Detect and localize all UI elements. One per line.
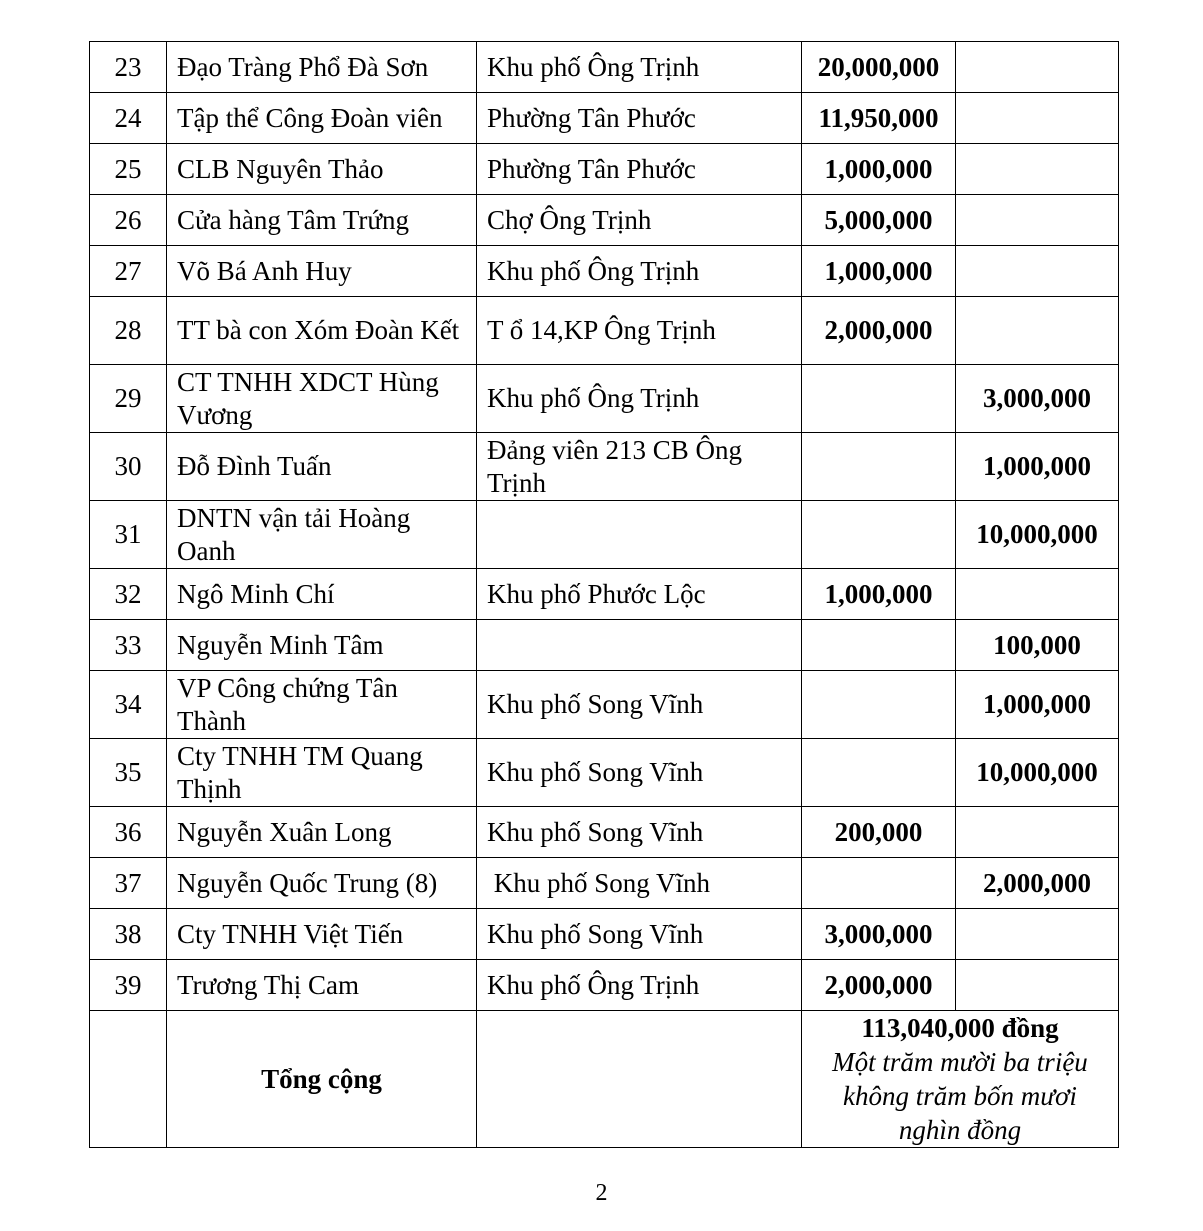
donor-name: Tập thể Công Đoàn viên [167,93,477,144]
page-number: 2 [595,1180,608,1206]
amount-col-b: 100,000 [956,620,1119,671]
amount-col-a: 2,000,000 [802,297,956,365]
donor-address: Khu phố Phước Lộc [477,569,802,620]
amount-col-a: 3,000,000 [802,909,956,960]
table-row [90,93,1119,144]
donor-name: Cty TNHH TM Quang Thịnh [167,739,477,807]
row-number: 29 [90,365,167,433]
donor-name: Ngô Minh Chí [167,569,477,620]
row-number: 35 [90,739,167,807]
amount-col-a: 1,000,000 [802,144,956,195]
donor-address: T ổ 14,KP Ông Trịnh [477,297,802,365]
row-number: 39 [90,960,167,1011]
donor-address: Phường Tân Phước [477,144,802,195]
table-row [90,297,1119,365]
amount-col-a: 200,000 [802,807,956,858]
table-row [90,501,1119,569]
row-number: 27 [90,246,167,297]
amount-col-b: 1,000,000 [956,433,1119,501]
table-row [90,144,1119,195]
amount-col-b [956,246,1119,297]
row-number: 30 [90,433,167,501]
donor-address: Khu phố Ông Trịnh [477,42,802,93]
amount-col-a: 5,000,000 [802,195,956,246]
amount-col-a [802,739,956,807]
row-number: 32 [90,569,167,620]
total-in-words: Một trăm mười ba triệu không trăm bốn mươi nghìn đồng [832,1047,1088,1145]
table-row [90,620,1119,671]
row-number: 34 [90,671,167,739]
amount-col-b [956,144,1119,195]
amount-col-a: 11,950,000 [802,93,956,144]
donor-name: DNTN vận tải Hoàng Oanh [167,501,477,569]
donor-address: Khu phố Ông Trịnh [477,960,802,1011]
donor-address: Khu phố Song Vĩnh [477,858,802,909]
amount-col-b [956,297,1119,365]
amount-col-a [802,433,956,501]
table-row [90,569,1119,620]
table-row [90,807,1119,858]
donor-address [477,501,802,569]
row-number: 33 [90,620,167,671]
donor-address: Khu phố Ông Trịnh [477,365,802,433]
donor-name: TT bà con Xóm Đoàn Kết [167,297,477,365]
donor-address: Khu phố Song Vĩnh [477,739,802,807]
total-amount-cell [802,1011,1119,1148]
amount-col-a [802,858,956,909]
row-number: 31 [90,501,167,569]
amount-col-b [956,195,1119,246]
total-empty-address [477,1011,802,1148]
amount-col-a [802,365,956,433]
donor-address: Khu phố Ông Trịnh [477,246,802,297]
table-row [90,909,1119,960]
amount-col-b: 3,000,000 [956,365,1119,433]
donor-address: Khu phố Song Vĩnh [477,807,802,858]
row-number: 28 [90,297,167,365]
table-row [90,739,1119,807]
donor-name: Nguyễn Quốc Trung (8) [167,858,477,909]
total-value: 113,040,000 đồng [861,1013,1059,1043]
amount-col-b [956,42,1119,93]
amount-col-b [956,807,1119,858]
amount-col-b [956,93,1119,144]
amount-col-b: 10,000,000 [956,739,1119,807]
donor-name: Đạo Tràng Phổ Đà Sơn [167,42,477,93]
total-empty-number [90,1011,167,1148]
donor-name: Võ Bá Anh Huy [167,246,477,297]
amount-col-a: 2,000,000 [802,960,956,1011]
table-row [90,960,1119,1011]
donor-address: Đảng viên 213 CB Ông Trịnh [477,433,802,501]
row-number: 36 [90,807,167,858]
amount-col-b: 2,000,000 [956,858,1119,909]
donor-address: Khu phố Song Vĩnh [477,671,802,739]
donation-table [89,41,1119,1148]
row-number: 23 [90,42,167,93]
donor-name: CT TNHH XDCT Hùng Vương [167,365,477,433]
table-row [90,671,1119,739]
donor-name: Đỗ Đình Tuấn [167,433,477,501]
donor-address: Khu phố Song Vĩnh [477,909,802,960]
donor-name: Cửa hàng Tâm Trứng [167,195,477,246]
row-number: 37 [90,858,167,909]
row-number: 25 [90,144,167,195]
donor-name: Trương Thị Cam [167,960,477,1011]
donor-name: CLB Nguyên Thảo [167,144,477,195]
amount-col-a: 20,000,000 [802,42,956,93]
table-row [90,246,1119,297]
row-number: 24 [90,93,167,144]
amount-col-b [956,909,1119,960]
amount-col-b [956,569,1119,620]
table-row [90,433,1119,501]
donor-name: Nguyễn Xuân Long [167,807,477,858]
amount-col-b [956,960,1119,1011]
table-row [90,195,1119,246]
donor-address: Chợ Ông Trịnh [477,195,802,246]
row-number: 38 [90,909,167,960]
table-row [90,858,1119,909]
amount-col-a [802,620,956,671]
amount-col-a [802,501,956,569]
donor-address [477,620,802,671]
donor-name: Cty TNHH Việt Tiến [167,909,477,960]
table-row [90,365,1119,433]
amount-col-a: 1,000,000 [802,246,956,297]
amount-col-a: 1,000,000 [802,569,956,620]
amount-col-a [802,671,956,739]
amount-col-b: 1,000,000 [956,671,1119,739]
row-number: 26 [90,195,167,246]
amount-col-b: 10,000,000 [956,501,1119,569]
donor-name: VP Công chứng Tân Thành [167,671,477,739]
table-row [90,42,1119,93]
total-row [90,1011,1119,1148]
total-label: Tổng cộng [167,1011,477,1148]
donor-address: Phường Tân Phước [477,93,802,144]
donor-name: Nguyễn Minh Tâm [167,620,477,671]
